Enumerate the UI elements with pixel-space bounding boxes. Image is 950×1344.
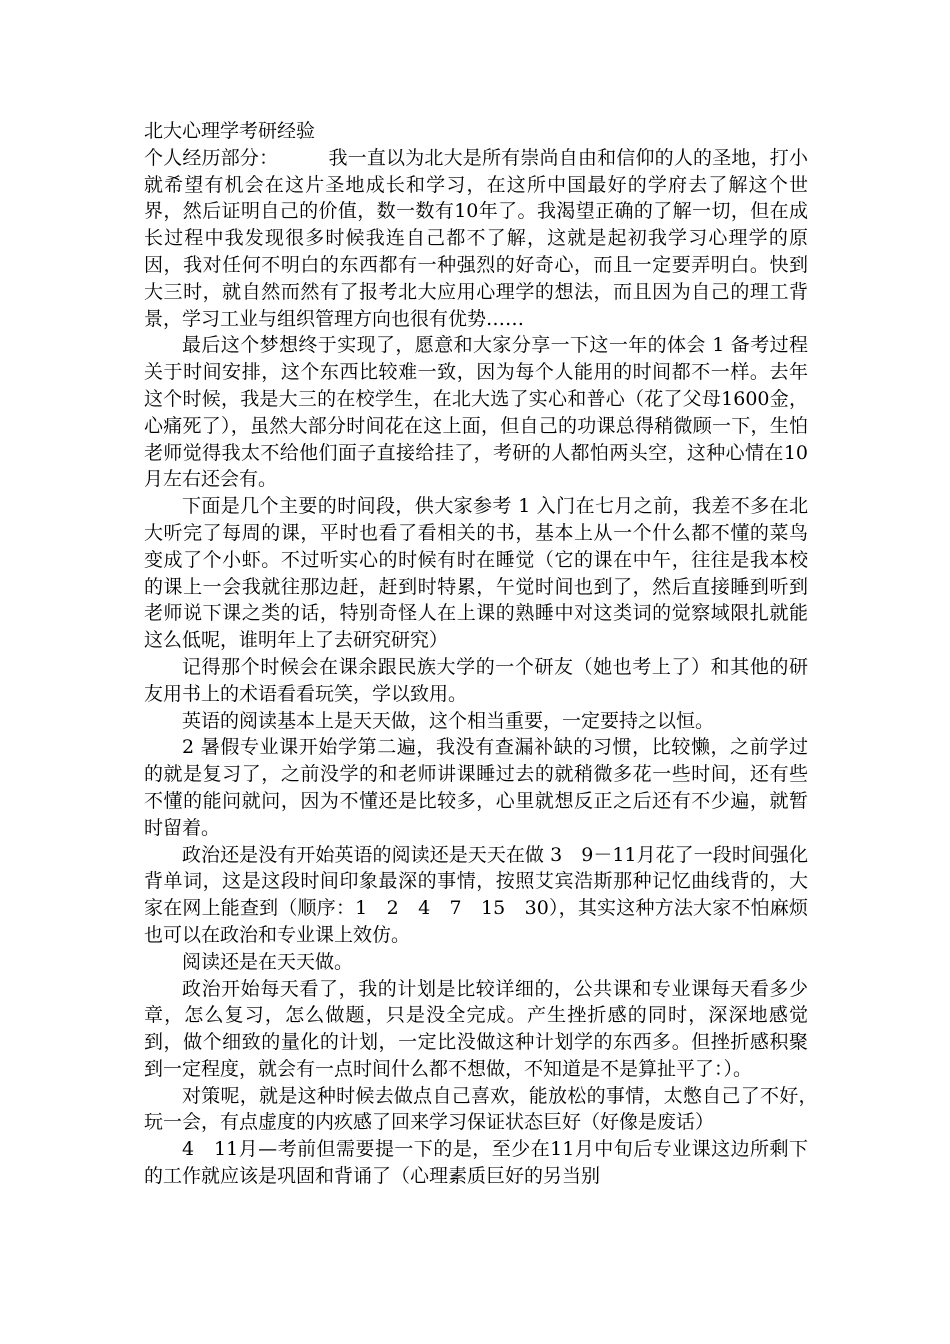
paragraph-8: 阅读还是在天天做。 xyxy=(182,950,354,973)
intro-label: 个人经历部分： xyxy=(144,146,279,169)
document-page xyxy=(144,118,828,1190)
paragraph-6: 2 暑假专业课开始学第二遍，我没有查漏补缺的习惯，比较懒，之前学过的就是复习了，之前没学的和老师讲课睡过去的就稍微多花一些时间，还有些不懂的能问就问，因为不懂还是比较多，心里就想反正之后还有不少遍，就暂时留着。 xyxy=(144,736,808,839)
paragraph-10: 对策呢，就是这种时候去做点自己喜欢，能放松的事情，太憋自己了不好， 玩一会，有点虚度的内疚感了回来学习保证状态巨好（好像是废话） xyxy=(144,1084,828,1134)
paragraph-9: 政治开始每天看了，我的计划是比较详细的，公共课和专业课每天看多少章，怎么复习，怎么做题，只是没全完成。产生挫折感的同时，深深地感觉到，做个细致的量化的计划，一定比没做这种计划学的东西多。但挫折感积聚到一定程度，就会有一点时间什么都不想做，不知道是不是算扯平了：）。 xyxy=(144,977,808,1080)
paragraph-1-text: 我一直以为北大是所有崇尚自由和信仰的人的圣地，打小就希望有机会在这片圣地成长和学习，在这所中国最好的学府去了解这个世界，然后证明自己的价值，数一数有10年了。我渴望正确的了解一切，但在成长过程中我发现很多时候我连自己都不了解，这就是起初我学习心理学的原因，我对任何不明白的东西都有一种强烈的好奇心，而且一定要弄明白。快到大三时，就自然而然有了报考北大应用心理学的想法，而且因为自己的理工背景，学习工业与组织管理方向也很有优势…… xyxy=(144,146,808,330)
paragraph-4: 记得那个时候会在课余跟民族大学的一个研友（她也考上了）和其他的研友用书上的术语看看玩笑，学以致用。 xyxy=(144,655,808,705)
document-title: 北大心理学考研经验 xyxy=(144,120,316,142)
paragraph-3: 下面是几个主要的时间段，供大家参考 1 入门在七月之前，我差不多在北大听完了每周的课，平时也看了看相关的书，基本上从一个什么都不懂的菜鸟变成了个小虾。不过听实心的时候有时在睡觉（它的课在中午，往往是我本校的课上一会我就往那边赶，赶到时特累，午觉时间也到了，然后直接睡到听到老师说下课之类的话，特别奇怪人在上课的熟睡中对这类词的觉察域限扎就能这么低呢，谁明年上了去研究研究） xyxy=(144,495,808,652)
paragraph-5: 英语的阅读基本上是天天做，这个相当重要，一定要持之以恒。 xyxy=(182,709,715,732)
paragraph-7: 政治还是没有开始英语的阅读还是天天在做 3 9－11月花了一段时间强化背单词，这是这段时间印象最深的事情，按照艾宾浩斯那种记忆曲线背的，大家在网上能查到（顺序：1 2 4 7 15 30），其实这种方法大家不怕麻烦也可以在政治和专业课上效仿。 xyxy=(144,843,808,946)
paragraph-intro xyxy=(144,145,808,333)
paragraph-11: 4 11月—考前但需要提一下的是，至少在11月中旬后专业课这边所剩下的工作就应该是巩固和背诵了（心理素质巨好的另当别 xyxy=(144,1138,808,1188)
paragraph-2: 最后这个梦想终于实现了，愿意和大家分享一下这一年的体会 1 备考过程关于时间安排，这个东西比较难一致，因为每个人能用的时间都不一样。去年这个时候，我是大三的在校学生，在北大选了实心和普心（花了父母1600金，心痛死了），虽然大部分时间花在这上面，但自己的功课总得稍微顾一下，生怕老师觉得我太不给他们面子直接给挂了，考研的人都怕两头空，这种心情在10月左右还会有。 xyxy=(144,334,808,491)
